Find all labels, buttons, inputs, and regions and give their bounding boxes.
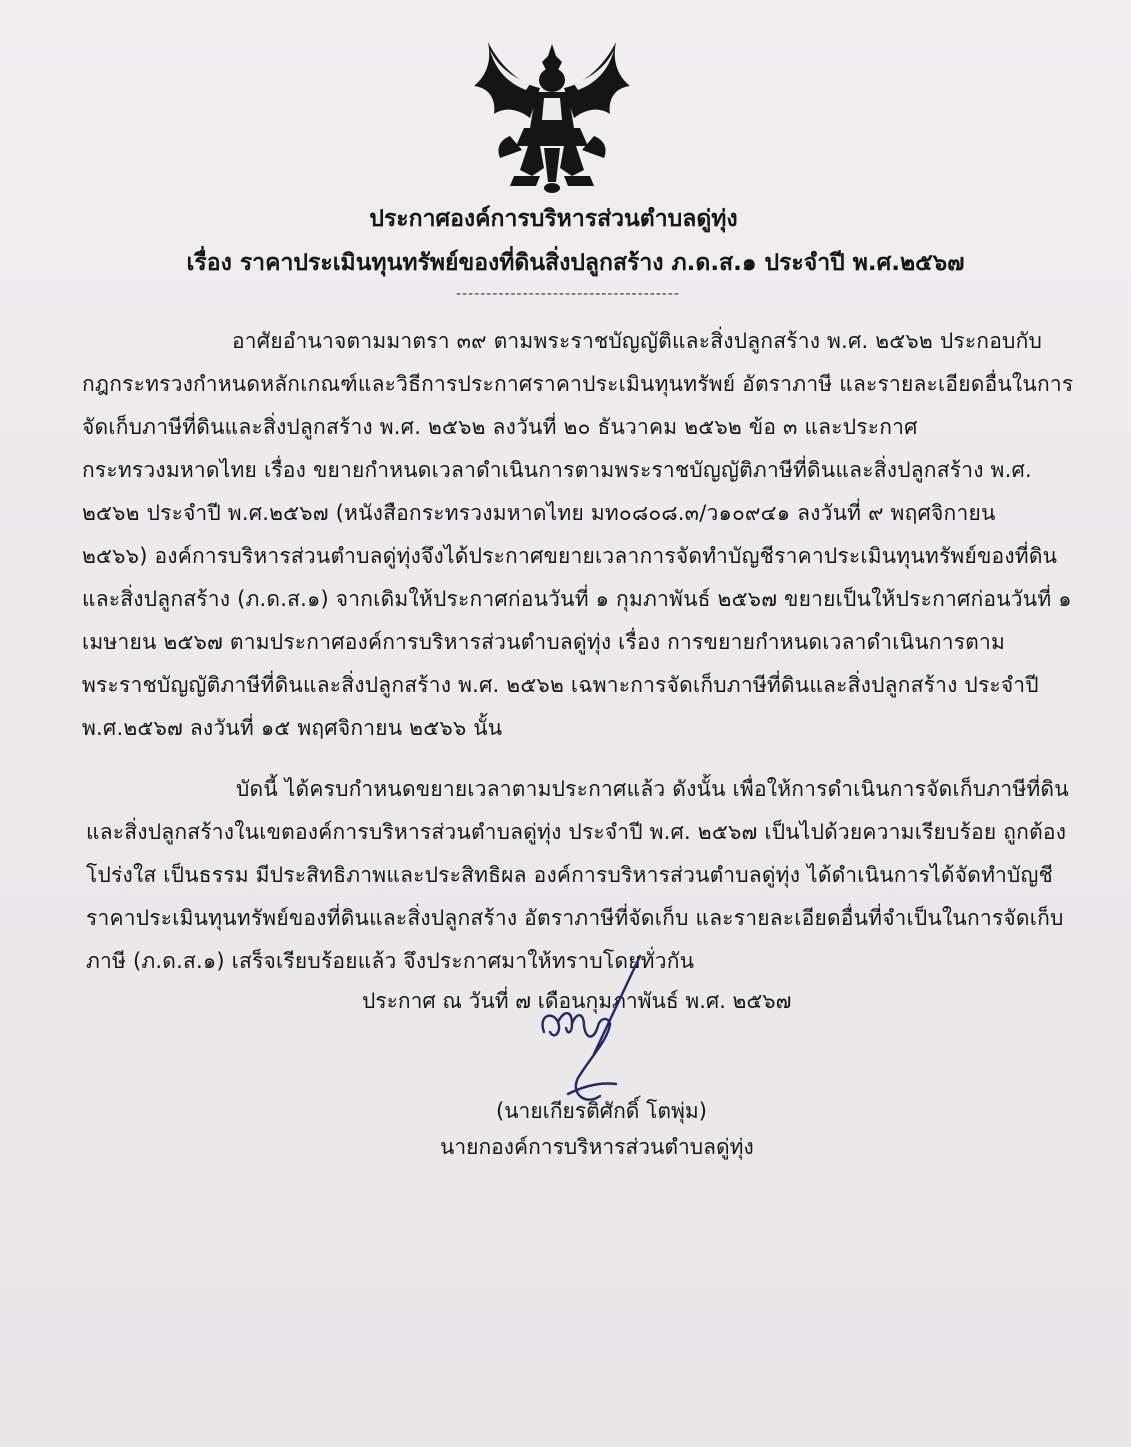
paragraph-2-line: และสิ่งปลูกสร้างในเขตองค์การบริหารส่วนตำบลดู่ทุ่ง ประจำปี พ.ศ. ๒๕๖๗ เป็นไปด้วยความเรียบร้อย ถูกต้อง	[86, 820, 1067, 844]
handwritten-signature	[528, 936, 678, 1136]
paragraph-2-line: บัดนี้ ได้ครบกำหนดขยายเวลาตามประกาศแล้ว ดังนั้น เพื่อให้การดำเนินการจัดเก็บภาษีที่ดิน	[236, 777, 1069, 801]
paragraph-1-line: อาศัยอำนาจตามมาตรา ๓๙ ตามพระราชบัญญัติและสิ่งปลูกสร้าง พ.ศ. ๒๕๖๒ ประกอบกับ	[232, 329, 1043, 353]
paragraph-1-line: และสิ่งปลูกสร้าง (ภ.ด.ส.๑) จากเดิมให้ประกาศก่อนวันที่ ๑ กุมภาพันธ์ ๒๕๖๗ ขยายเป็นให้ประกาศก่อนวันที่ ๑	[82, 587, 1072, 611]
paragraph-1-line: เมษายน ๒๕๖๗ ตามประกาศองค์การบริหารส่วนตำบลดู่ทุ่ง เรื่อง การขยายกำหนดเวลาดำเนินการตาม	[82, 630, 1006, 654]
title-divider: -------------------------------------	[456, 286, 680, 302]
paragraph-1-line: กฎกระทรวงกำหนดหลักเกณฑ์และวิธีการประกาศราคาประเมินทุนทรัพย์ อัตราภาษี และรายละเอียดอื่นในการ	[82, 372, 1074, 396]
paragraph-1-line: ๒๕๖๖) องค์การบริหารส่วนตำบลดู่ทุ่งจึงได้ประกาศขยายเวลาการจัดทำบัญชีราคาประเมินทุนทรัพย์ของที่ดิน	[82, 544, 1058, 568]
paragraph-1-line: จัดเก็บภาษีที่ดินและสิ่งปลูกสร้าง พ.ศ. ๒๕๖๒ ลงวันที่ ๒๐ ธันวาคม ๒๕๖๒ ข้อ ๓ และประกาศ	[82, 415, 918, 439]
paragraph-2-line: ราคาประเมินทุนทรัพย์ของที่ดินและสิ่งปลูกสร้าง อัตราภาษีที่จัดเก็บ และรายละเอียดอื่นที่จำเป็นในการจัดเก็บ	[86, 906, 1064, 930]
paragraph-1-line: ๒๕๖๒ ประจำปี พ.ศ.๒๕๖๗ (หนังสือกระทรวงมหาดไทย มท๐๘๐๘.๓/ว๑๐๙๔๑ ลงวันที่ ๙ พฤศจิกายน	[82, 501, 996, 525]
paragraph-2-line: ภาษี (ภ.ด.ส.๑) เสร็จเรียบร้อยแล้ว จึงประกาศมาให้ทราบโดยทั่วกัน	[86, 949, 695, 973]
signer-name: (นายเกียรติศักดิ์ โตพุ่ม)	[496, 1099, 707, 1123]
document-subject: เรื่อง ราคาประเมินทุนทรัพย์ของที่ดินสิ่งปลูกสร้าง ภ.ด.ส.๑ ประจำปี พ.ศ.๒๕๖๗	[186, 250, 965, 276]
paragraph-2-line: โปร่งใส เป็นธรรม มีประสิทธิภาพและประสิทธิผล องค์การบริหารส่วนตำบลดู่ทุ่ง ได้ดำเนินการได้จัดทำบัญชี	[86, 863, 1054, 887]
garuda-emblem-icon	[470, 36, 635, 196]
announcement-date: ประกาศ ณ วันที่ ๗ เดือนกุมภาพันธ์ พ.ศ. ๒๕๖๗	[362, 989, 792, 1013]
paragraph-1-line: กระทรวงมหาดไทย เรื่อง ขยายกำหนดเวลาดำเนินการตามพระราชบัญญัติภาษีที่ดินและสิ่งปลูกสร้าง พ.ศ.	[82, 458, 1032, 482]
paragraph-1-line: พ.ศ.๒๕๖๗ ลงวันที่ ๑๕ พฤศจิกายน ๒๕๖๖ นั้น	[82, 716, 503, 740]
document-title: ประกาศองค์การบริหารส่วนตำบลดู่ทุ่ง	[369, 206, 738, 232]
paragraph-1-line: พระราชบัญญัติภาษีที่ดินและสิ่งปลูกสร้าง พ.ศ. ๒๕๖๒ เฉพาะการจัดเก็บภาษีที่ดินและสิ่งปลูกสร้าง ประจำปี	[82, 673, 1039, 697]
signer-position: นายกองค์การบริหารส่วนตำบลดู่ทุ่ง	[440, 1135, 754, 1159]
